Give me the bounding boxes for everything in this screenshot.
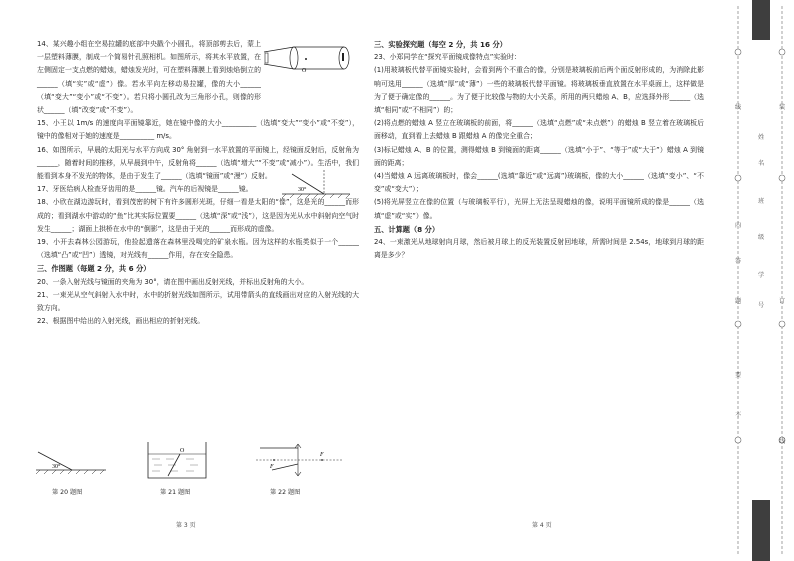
figure-20-mirror	[30, 440, 110, 478]
question-22: 22、根据图中给出的入射光线，画出相应的折射光线。	[37, 317, 205, 326]
sunlight-mirror-figure	[282, 170, 352, 202]
sun-angle-label: 30°	[298, 187, 307, 193]
binding-char: 号	[758, 302, 765, 309]
fig20-angle-label: 30°	[52, 464, 61, 470]
question-23-part-2: (2)将点燃的蜡烛 A 竖立在玻璃板的前面，将______（选填“点燃”或“未点燃”）的蜡烛 B 竖立着在玻璃板后面移动，直到看上去蜡烛 B 跟蜡烛 A 的像完全重合；	[374, 119, 704, 141]
binding-char: 要	[735, 372, 742, 379]
binding-char: 线	[779, 438, 786, 445]
binding-char: 姓	[758, 134, 765, 141]
binding-dashed-lines	[718, 0, 794, 561]
binding-char: 题	[735, 298, 742, 305]
fig22-focus-left: F	[270, 464, 274, 470]
question-14: 14、某兴趣小组在空易拉罐的底部中央戳个小圆孔，将顶部剪去后，蒙上一层塑料薄膜，制成一个简易针孔照相机。如图所示，将其水平放置，在左侧固定一支点燃的蜡烛，蜡烛发光时，可在塑料薄膜上看到烛焰倒立的______（填“实”或“虚”）像。若水平向左移动易拉罐，像的大小______（填“变大”“变小”或“不变”）。若只将小圆孔改为三角形小孔，则像的形状______（填“改变”或“不变”）。	[37, 40, 261, 115]
question-18: 18、小欣在湖边游玩时，看到茂密的树下有许多圆形光斑，仔细一看是太阳的“像”，这是光的______而形成的；看到湖水中游动的“鱼”比其实际位置要______（选填“深”或“浅”），这是因为光从水中斜射向空气时发生______；湖面上拱桥在水中的“倒影”，这是由于光的______而形成的虚像。	[37, 198, 359, 233]
binding-strip-top	[752, 0, 770, 40]
binding-char: 名	[758, 160, 765, 167]
page-number-left: 第 3 页	[176, 522, 196, 529]
question-21: 21、一束光从空气斜射入水中时，水中的折射光线如图所示，试用带箭头的直线画出对应的入射光线的大致方向。	[37, 290, 359, 313]
figure-22-lens	[252, 442, 346, 478]
binding-char: 不	[735, 412, 742, 419]
caption-figure-22: 第 22 题图	[270, 489, 301, 496]
binding-strip-bottom	[752, 500, 770, 561]
section-experiment-title: 三、实验探究题（每空 2 分，共 16 分）	[374, 40, 507, 49]
binding-char: 内	[735, 222, 742, 229]
binding-margin	[718, 0, 794, 561]
question-23-part-4: (4)当蜡烛 A 远离玻璃板时，像会______(选填“靠近”或“远离”)玻璃板，像的大小______（选填“变小”、“不变”或“变大”）；	[374, 172, 704, 194]
question-23-intro: 23、小郑同学在“探究平面镜成像特点”实验时：	[374, 53, 521, 62]
pinhole-camera-figure	[262, 42, 358, 78]
page-number-right: 第 4 页	[532, 522, 552, 529]
right-column	[374, 38, 704, 262]
question-23-part-3: (3)标记蜡烛 A、B 的位置，测得蜡烛 B 到镜面的距离______（选填“小于”、“等于”或“大于”）蜡烛 A 到镜面的距离；	[374, 145, 704, 167]
binding-char: 级	[758, 234, 765, 241]
question-23-part-1: (1)用玻璃板代替平面镜实验时，会看到两个不重合的像，分别是玻璃板前后两个面反射形成的，为消除此影响可选用______（选填“厚”或“薄”）一些的玻璃板代替平面镜。将玻璃板垂直放置在水平桌面上，这样做是为了便于确定像的______。为了便于比较像与物的大小关系，所用的两只蜡烛 A、B，应选择外形______（选填“相同”或“不相同”）的；	[374, 66, 704, 115]
question-20: 20、一条入射光线与镜面的夹角为 30°，请在图中画出反射光线，并标出反射角的大小。	[37, 277, 309, 286]
binding-char: 装	[779, 104, 786, 111]
binding-char: 答	[735, 258, 742, 265]
question-17: 17、牙医给病人检查牙齿用的是______镜。汽车的后视镜是______镜。	[37, 185, 253, 194]
binding-char: 订	[779, 298, 786, 305]
caption-figure-21: 第 21 题图	[160, 489, 191, 496]
caption-figure-20: 第 20 题图	[52, 489, 83, 496]
fig22-focus-right: F	[320, 452, 324, 458]
binding-char: 班	[758, 198, 765, 205]
section-drawing-title: 三、作图题（每题 2 分，共 6 分）	[37, 264, 151, 274]
question-19: 19、小开去森林公园游玩，他捡起遗落在森林里没喝完的矿泉水瓶。因为这样的水瓶类似于一个______（选填“凸”或“凹”）透镜，对光线有______作用，存在安全隐患。	[37, 238, 359, 260]
question-16: 16、如图所示，早晨的太阳光与水平方向成 30° 角射到一水平放置的平面镜上，经镜面反射后，反射角为______，随着时间的推移，从早晨到中午，反射角将______（选填“增大”“不变”或“减小”）。生活中，我们能看到本身不发光的物体，是由于发生了______（选填“镜面”或“漫”）反射。	[37, 145, 359, 181]
question-24: 24、一束激光从地球射向月球，然后被月球上的反光装置反射回地球，所需时间是 2.54s，地球到月球的距离是多少？	[374, 238, 704, 260]
binding-char: 线	[735, 104, 742, 111]
figure-21-water-tank	[146, 440, 208, 480]
question-15: 15、小王以 1m/s 的速度向平面镜靠近，她在镜中像的大小__________（选填“变大”“变小”或“不变”），镜中的像相对于她的速度是__________ m/s。	[37, 119, 359, 141]
section-calculation-title: 五、计算题（8 分）	[374, 224, 440, 234]
question-23-part-5: (5)将光屏竖立在像的位置（与玻璃板平行），光屏上无法呈现蜡烛的像，说明平面镜所成的像是______（选填“虚”或“实”）像。	[374, 198, 704, 220]
binding-char: 学	[758, 272, 765, 279]
figure-label-o: O	[302, 68, 307, 74]
fig21-point-o: O	[180, 448, 185, 454]
